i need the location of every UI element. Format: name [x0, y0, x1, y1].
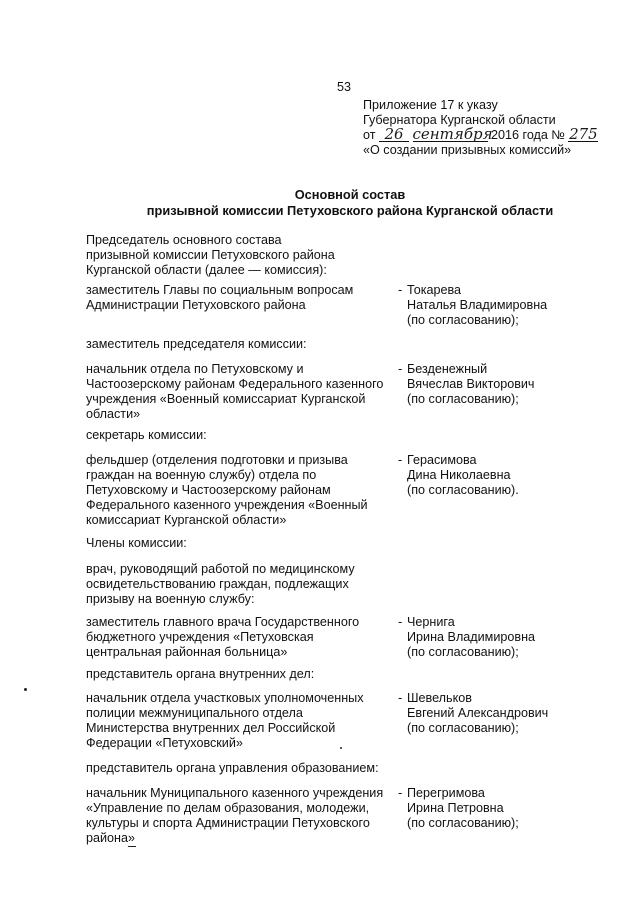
handwritten-decree-number: 275 — [569, 125, 598, 143]
page-number: 53 — [337, 80, 352, 94]
text-line: врач, руководящий работой по медицинскому — [86, 562, 355, 576]
heading-line-1: Основной состав — [294, 187, 406, 202]
text-line: Члены комиссии: — [86, 536, 187, 550]
text-line: Петуховскому и Частоозерскому районам — [86, 483, 331, 497]
position-text — [86, 283, 396, 313]
person-name: - Перегримова Ирина Петровна (по согласованию); — [398, 786, 519, 830]
person-name: - Шевельков Евгений Александрович (по согласованию); — [398, 691, 549, 735]
person-name: - Чернига Ирина Владимировна (по согласованию); — [398, 615, 536, 659]
text-line: начальник отдела по Петуховскому и — [86, 362, 304, 376]
scan-speck — [340, 747, 342, 749]
text-line: Федерации «Петуховский» — [86, 736, 243, 750]
handwritten-day: 26 — [379, 128, 409, 142]
text-line: секретарь комиссии: — [86, 428, 207, 442]
text-line: представитель органа внутренних дел: — [86, 667, 315, 681]
text-line: призывной комиссии Петуховского района — [86, 248, 335, 262]
date-prefix: от — [363, 128, 376, 142]
text-line: Председатель основного состава — [86, 233, 282, 247]
text-line: заместитель главного врача Государственного — [86, 615, 360, 629]
appendix-block — [363, 98, 623, 158]
text-line: граждан на военную службу) отдела по — [86, 468, 317, 482]
surname: Безденежный — [407, 362, 488, 376]
text-line: комиссариат Курганской области» — [86, 513, 287, 527]
surname: Герасимова — [407, 453, 477, 467]
agreement-note: (по согласованию); — [407, 721, 519, 735]
text-line: полиции межмуниципального отдела — [86, 706, 303, 720]
text-line: фельдшер (отделения подготовки и призыва — [86, 453, 348, 467]
scan-speck — [128, 846, 136, 847]
heading-line-2: призывной комиссии Петуховского района Курганской области — [146, 203, 554, 218]
text-line: начальник отдела участковых уполномоченных — [86, 691, 364, 705]
agreement-note: (по согласованию); — [407, 645, 519, 659]
position-text — [86, 786, 396, 846]
full-name: Евгений Александрович — [407, 706, 549, 720]
full-name: Вячеслав Викторович — [407, 377, 535, 391]
agreement-note: (по согласованию). — [407, 483, 519, 497]
text-line: Федерального казенного учреждения «Военный — [86, 498, 368, 512]
text-line: центральная районная больница» — [86, 645, 288, 659]
agreement-note: (по согласованию); — [407, 392, 519, 406]
chairman-label — [86, 233, 396, 278]
full-name: Дина Николаевна — [407, 468, 511, 482]
text-line: призыву на военную службу: — [86, 592, 255, 606]
text-line: заместитель председателя комиссии: — [86, 337, 307, 351]
appendix-line-1: Приложение 17 к указу — [363, 98, 498, 112]
date-year-text: 2016 года № — [491, 128, 565, 142]
surname: Перегримова — [407, 786, 485, 800]
person-name: - Безденежный Вячеслав Викторович (по согласованию); — [398, 362, 535, 406]
person-name: - Герасимова Дина Николаевна (по согласованию). — [398, 453, 519, 497]
position-text — [86, 691, 396, 751]
full-name: Наталья Владимировна — [407, 298, 548, 312]
surname: Токарева — [407, 283, 462, 297]
text-line: Частоозерскому районам Федерального казенного — [86, 377, 384, 391]
text-line: бюджетного учреждения «Петуховская — [86, 630, 314, 644]
text-line: Курганской области (далее — комиссия): — [86, 263, 327, 277]
agreement-note: (по согласованию); — [407, 816, 519, 830]
appendix-title-ref: «О создании призывных комиссий» — [363, 143, 572, 157]
text-line: учреждения «Военный комиссариат Курганской — [86, 392, 366, 406]
text-line: начальник Муниципального казенного учреждения — [86, 786, 384, 800]
text-line: представитель органа управления образованием: — [86, 761, 379, 775]
text-line: области» — [86, 407, 141, 421]
surname: Чернига — [407, 615, 455, 629]
handwritten-month: сентября — [412, 125, 493, 143]
scan-speck — [24, 688, 27, 691]
surname: Шевельков — [407, 691, 472, 705]
text-line: заместитель Главы по социальным вопросам — [86, 283, 354, 297]
position-text — [86, 362, 396, 422]
text-line: «Управление по делам образования, молодежи, — [86, 801, 370, 815]
text-line: района» — [86, 831, 136, 845]
text-line: культуры и спорта Администрации Петуховского — [86, 816, 370, 830]
text-line: Администрации Петуховского района — [86, 298, 306, 312]
position-text — [86, 453, 396, 528]
appendix-line-2: Губернатора Курганской области — [363, 113, 556, 127]
text-line: освидетельствованию граждан, подлежащих — [86, 577, 349, 591]
full-name: Ирина Петровна — [407, 801, 504, 815]
person-name: - Токарева Наталья Владимировна (по согласованию); — [398, 283, 548, 327]
text-line: Министерства внутренних дел Российской — [86, 721, 336, 735]
position-text — [86, 615, 396, 660]
full-name: Ирина Владимировна — [407, 630, 536, 644]
appendix-date-line — [363, 125, 623, 143]
agreement-note: (по согласованию); — [407, 313, 519, 327]
document-heading — [80, 187, 620, 219]
